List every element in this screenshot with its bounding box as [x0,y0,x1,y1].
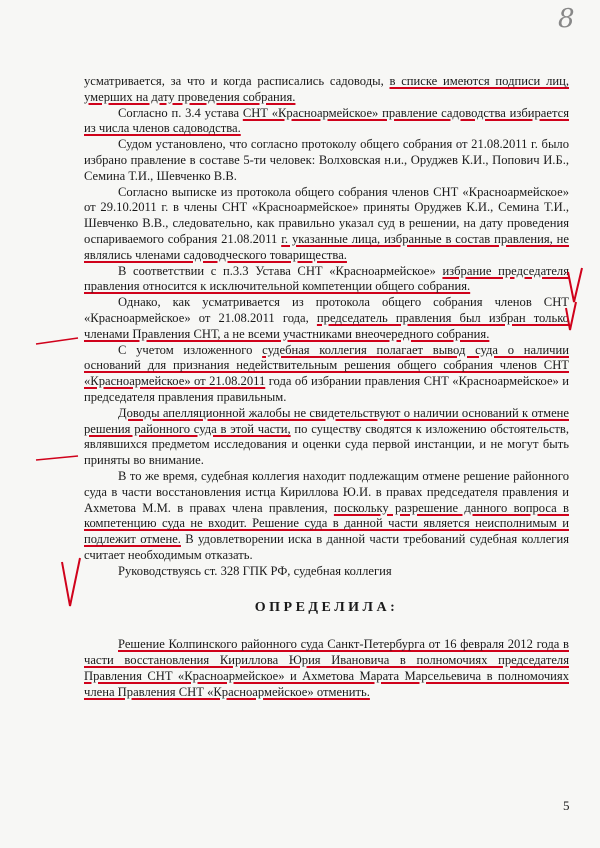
margin-stroke-1 [36,338,78,344]
paragraph-10: Руководствуясь ст. 328 ГПК РФ, судебная коллегия [118,563,392,578]
handwritten-page-number: 8 [558,4,575,34]
paragraph-9: В то же время, судебная коллегия находит подлежащим отмене решение районного суда в части восстановления истца Кириллова Ю.И. в правах председателя правления и Ахметова М.М. в правах члена правления, поскольку разрешение данного вопроса в компетенцию суда не входит. Решение суда в данной части является неисполнимым и подлежит отмене. В удовлетворении иска в данной части требований судебная коллегия считает необходимым отказать. [84,468,569,562]
paragraph-4: Согласно выписке из протокола общего собрания членов СНТ «Красноармейское» от 29.10.2011 г. в члены СНТ «Красноармейское» приняты Оруджев К.И., Семина Т.И., Шевченко В.В., следовательно, как правильно указал суд в решении, на дату проведения оспариваемого собрания 21.08.2011 г. указанные лица, избранные в состав правления, не являлись членами садоводческого товарищества. [84,184,570,262]
margin-stroke-2 [36,456,78,460]
decision-paragraph: Решение Колпинского районного суда Санкт-Петербурга от 16 февраля 2012 года в части восстановления Кириллова Юрия Ивановича в полномочиях председателя Правления СНТ «Красноармейское» и Ахметова Марата Марсельевича в полномочиях члена Правления СНТ «Красноармейское» отменить. [84,637,569,699]
check-mark-1 [568,268,582,302]
section-heading: ОПРЕДЕЛИЛА: [254,599,399,615]
paragraph-8: Доводы апелляционной жалобы не свидетельствуют о наличии оснований к отмене решения районного суда в этой части, по существу сводятся к изложению обстоятельств, являвшихся предметом исследования и оценки суда первой инстанции, и не могут быть приняты во внимание. [84,405,570,468]
check-mark-3 [62,558,80,606]
paragraph-6: Однако, как усматривается из протокола общего собрания членов СНТ «Красноармейское» от 21.08.2011 года, председатель правления был избран только членами Правления СНТ, а не всеми участниками внеочередного собрания. [84,295,569,341]
paragraph-7: С учетом изложенного судебная коллегия полагает вывод суда о наличии оснований для признания недействительным решения общего собрания членов СНТ «Красноармейское» от 21.08.2011 года об избрании правления СНТ «Красноармейское» и председателя правления правильным. [84,342,569,404]
paragraph-5: В соответствии с п.3.3 Устава СНТ «Красноармейское» избрание председателя правления относится к исключительной компетенции общего собрания. [84,263,569,294]
check-mark-2 [566,302,576,330]
paragraph-2: Согласно п. 3.4 устава СНТ «Красноармейское» правление садоводства избирается из числа членов садоводства. [84,105,569,136]
paragraph-3: Судом установлено, что согласно протоколу общего собрания от 21.08.2011 г. было избрано правление в составе 5-ти человек: Волховская н.и., Оруджев К.И., Попович И.Б., Семина Т.И., Шевченко В.В. [84,137,569,183]
page-number: 5 [563,798,570,813]
paragraph-1: усматривается, за что и когда расписались садоводы, в списке имеются подписи лиц, умерших на дату проведения собрания. [84,74,569,104]
